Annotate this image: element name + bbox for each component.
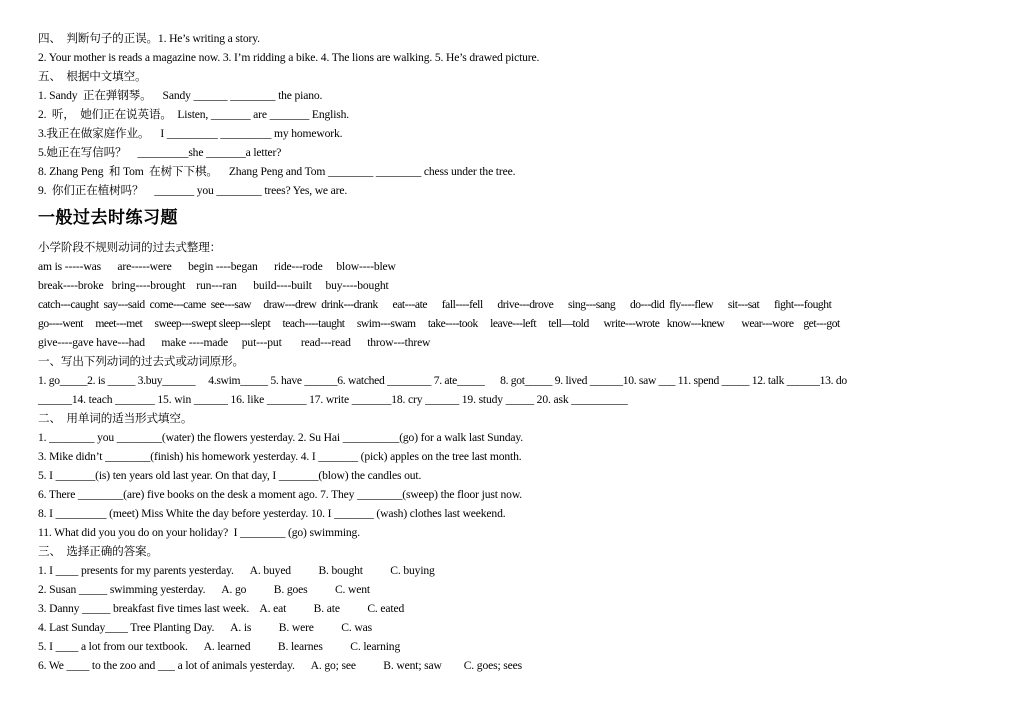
- verb-list-line: am is -----was are-----were begin ----began ride---rode blow----blew: [38, 260, 396, 273]
- irregular-verbs-title: 小学阶段不规则动词的过去式整理：: [38, 241, 222, 254]
- multiple-choice-line: 2. Susan _____ swimming yesterday. A. go B. goes C. went: [38, 583, 370, 596]
- exercise-line: 3. Mike didn’t ________(finish) his homework yesterday. 4. I _______ (pick) apples on the tree last month.: [38, 450, 522, 463]
- section-four-title: 四、 判断句子的正误。1. He’s writing a story.: [38, 32, 260, 45]
- verb-list-line: catch---caught say---said come---came see---saw draw---drew drink---drank eat---ate fall----fell drive---drove sing---sang do---did fly----flew sit---sat fight---fought: [38, 298, 832, 311]
- exercise-line: 6. There ________(are) five books on the desk a moment ago. 7. They ________(sweep) the floor just now.: [38, 488, 523, 501]
- exercise-line: 1. Sandy 正在弹钢琴。 Sandy ______ ________ the piano.: [38, 89, 323, 102]
- multiple-choice-line: 6. We ____ to the zoo and ___ a lot of animals yesterday. A. go; see B. went; saw C. goes; sees: [38, 659, 522, 672]
- exercise-line: 1. go_____2. is _____ 3.buy______ 4.swim_____ 5. have ______6. watched ________ 7. ate_____ 8. got_____ 9. lived ______10. saw ___ 11. spend _____ 12. talk ______13. do: [38, 374, 847, 387]
- exercise-line: 2. 听， 她们正在说英语。 Listen, _______ are _______ English.: [38, 108, 350, 121]
- multiple-choice-line: 3. Danny _____ breakfast five times last week. A. eat B. ate C. eated: [38, 602, 405, 615]
- section-three-title: 三、 选择正确的答案。: [38, 545, 158, 558]
- multiple-choice-line: 4. Last Sunday____ Tree Planting Day. A. is B. were C. was: [38, 621, 372, 634]
- verb-list-line: go----went meet---met sweep---swept sleep---slept teach----taught swim---swam take----took leave---left tell—told write---wrote know---knew wear---wore get---got: [38, 317, 840, 330]
- exercise-line: 5.她正在写信吗？ _________she _______a letter?: [38, 146, 282, 159]
- verb-list-line: give----gave have---had make ----made put---put read---read throw---threw: [38, 336, 431, 349]
- exercise-line: 3.我正在做家庭作业。 I _________ _________ my homework.: [38, 127, 343, 140]
- exercise-line: 8. I _________ (meet) Miss White the day before yesterday. 10. I _______ (wash) clothes last weekend.: [38, 507, 506, 520]
- exercise-line: 11. What did you you do on your holiday? I ________ (go) swimming.: [38, 526, 360, 539]
- exercise-line: 8. Zhang Peng 和 Tom 在树下下棋。 Zhang Peng and Tom ________ ________ chess under the tree.: [38, 165, 516, 178]
- exercise-line: 9. 你们正在植树吗？ _______ you ________ trees? Yes, we are.: [38, 184, 348, 197]
- verb-list-line: break----broke bring----brought run---ran build----built buy----bought: [38, 279, 389, 292]
- exercise-line: 1. ________ you ________(water) the flowers yesterday. 2. Su Hai __________(go) for a walk last Sunday.: [38, 431, 524, 444]
- exercise-line: 5. I _______(is) ten years old last year. On that day, I _______(blow) the candles out.: [38, 469, 422, 482]
- exercise-line: 2. Your mother is reads a magazine now. 3. I’m ridding a bike. 4. The lions are walking. 5. He’s drawed picture.: [38, 51, 540, 64]
- multiple-choice-line: 1. I ____ presents for my parents yesterday. A. buyed B. bought C. buying: [38, 564, 435, 577]
- section-five-title: 五、 根据中文填空。: [38, 70, 147, 83]
- past-tense-heading: 一般过去时练习题: [38, 208, 178, 228]
- section-one-title: 一、写出下列动词的过去式或动词原形。: [38, 355, 244, 368]
- exercise-line: ______14. teach _______ 15. win ______ 16. like _______ 17. write _______18. cry ______ 19. study _____ 20. ask __________: [38, 393, 628, 406]
- section-two-title: 二、 用单词的适当形式填空。: [38, 412, 193, 425]
- multiple-choice-line: 5. I ____ a lot from our textbook. A. learned B. learnes C. learning: [38, 640, 401, 653]
